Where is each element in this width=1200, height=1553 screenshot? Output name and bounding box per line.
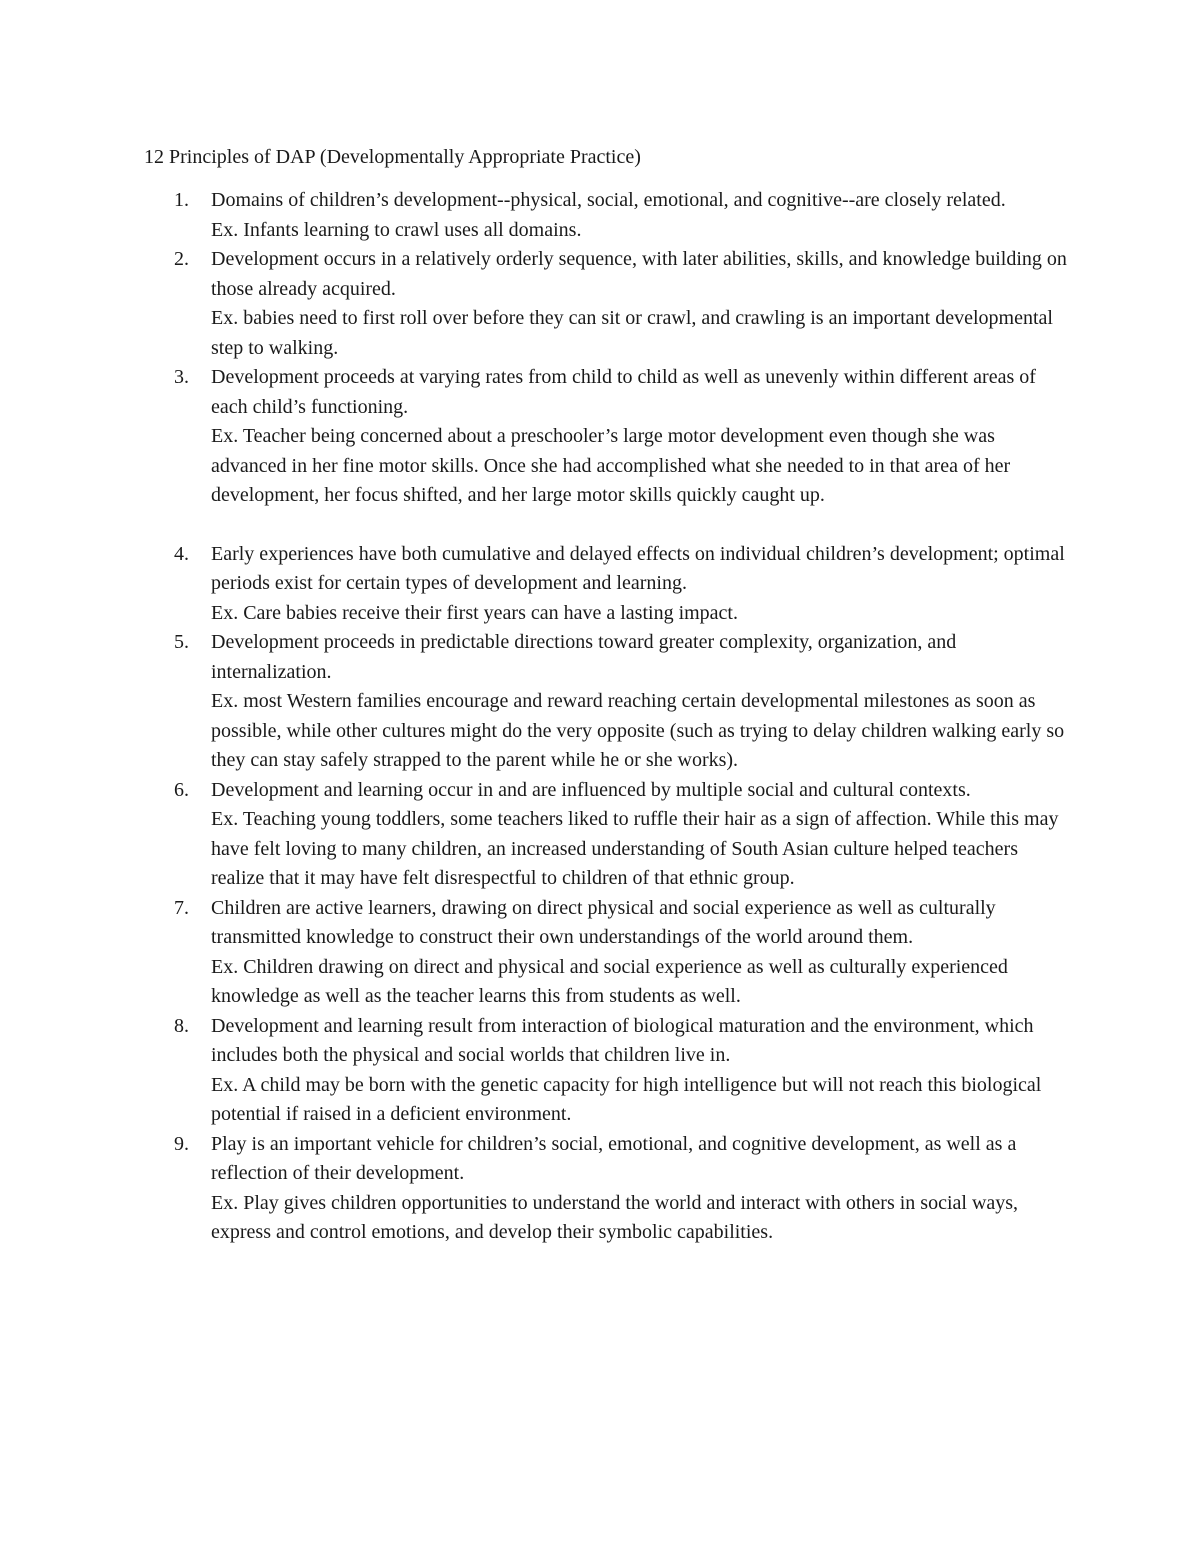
principle-number: 4. (174, 542, 189, 565)
principle-number: 1. (174, 189, 189, 211)
principle-statement: Early experiences have both cumulative and delayed effects on individual children’s development; optimal periods exist for certain types of development and learning. (211, 542, 1065, 594)
document-title: 12 Principles of DAP (Developmentally Appropriate Practice) (144, 146, 641, 168)
principle-example: Ex. most Western families encourage and reward reaching certain developmental milestones as soon as possible, while other cultures might do the very opposite (such as trying to delay children walking early so they can stay safely strapped to the parent while he or she works). (211, 690, 1065, 771)
principle-number: 3. (174, 366, 189, 388)
principle-example: Ex. Infants learning to crawl uses all domains. (211, 218, 582, 241)
principle-number: 5. (174, 631, 189, 653)
principle-example: Ex. A child may be born with the genetic capacity for high intelligence but will not reach this biological potential if raised in a deficient environment. (211, 1073, 1042, 1125)
principle-statement: Development and learning occur in and are influenced by multiple social and cultural contexts. (211, 778, 971, 801)
principle-example: Ex. Children drawing on direct and physical and social experience as well as culturally experienced knowledge as well as the teacher learns this from students as well. (211, 955, 1008, 1007)
principle-number: 6. (174, 778, 189, 801)
principle-statement: Development and learning result from interaction of biological maturation and the environment, which includes both the physical and social worlds that children live in. (211, 1014, 1034, 1066)
principle-statement: Development proceeds in predictable directions toward greater complexity, organization, and internalization. (211, 631, 957, 683)
principle-statement: Development proceeds at varying rates from child to child as well as unevenly within different areas of each child’s functioning. (211, 366, 1036, 418)
principle-item-9 (144, 1130, 1068, 1248)
principle-item-4 (144, 540, 1068, 629)
principle-number: 8. (174, 1014, 189, 1037)
principle-item-8 (144, 1012, 1068, 1130)
principle-example: Ex. Teacher being concerned about a preschooler’s large motor development even though she was advanced in her fine motor skills. Once she had accomplished what she needed to in that area of her development, her focus shifted, and her large motor skills quickly caught up. (211, 425, 1011, 506)
principles-list (144, 186, 1068, 1248)
principle-statement: Play is an important vehicle for children’s social, emotional, and cognitive development, as well as a reflection of their development. (211, 1132, 1017, 1184)
principle-number: 7. (174, 896, 189, 919)
principle-item-6 (144, 776, 1068, 894)
principle-item-3 (144, 363, 1068, 511)
principle-item-2 (144, 245, 1068, 363)
principle-example: Ex. Play gives children opportunities to understand the world and interact with others in social ways, express and control emotions, and develop their symbolic capabilities. (211, 1191, 1019, 1243)
principle-statement: Development occurs in a relatively orderly sequence, with later abilities, skills, and knowledge building on those already acquired. (211, 248, 1067, 300)
principle-statement: Children are active learners, drawing on direct physical and social experience as well as culturally transmitted knowledge to construct their own understandings of the world around them. (211, 896, 996, 948)
principle-item-5 (144, 628, 1068, 776)
principle-number: 2. (174, 248, 189, 270)
principle-item-1 (144, 186, 1068, 245)
principle-number: 9. (174, 1132, 189, 1155)
principle-example: Ex. Teaching young toddlers, some teachers liked to ruffle their hair as a sign of affection. While this may have felt loving to many children, an increased understanding of South Asian culture helped teachers realize that it may have felt disrespectful to children of that ethnic group. (211, 808, 1059, 889)
principle-example: Ex. Care babies receive their first years can have a lasting impact. (211, 601, 738, 624)
principle-item-7 (144, 894, 1068, 1012)
principle-example: Ex. babies need to first roll over before they can sit or crawl, and crawling is an important developmental step to walking. (211, 307, 1053, 359)
principle-statement: Domains of children’s development--physical, social, emotional, and cognitive--are closely related. (211, 189, 1006, 211)
